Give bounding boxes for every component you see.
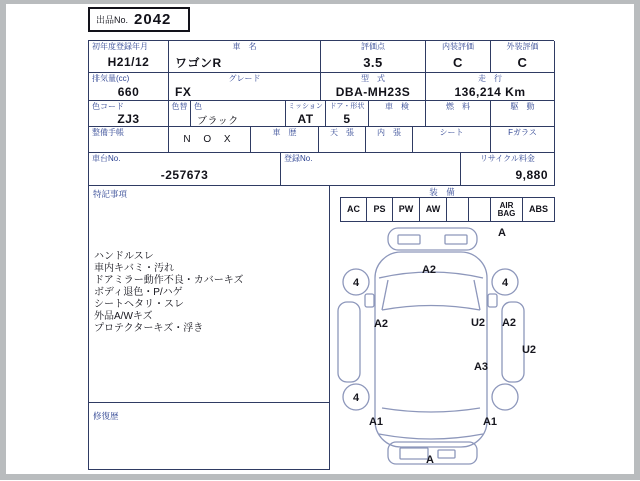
field-color [191, 101, 286, 127]
field-front-glass [491, 127, 555, 153]
field-displacement [89, 73, 169, 101]
registration-no-value [281, 164, 460, 185]
field-history [251, 127, 319, 153]
equipment-aw: AW [420, 198, 447, 222]
grade-value: FX [175, 85, 192, 99]
damage-marker: 4 [352, 392, 360, 404]
note-line: 外品A/Wキズ [94, 311, 153, 322]
color-value: ブラック [197, 116, 239, 127]
displacement-value: 660 [117, 85, 140, 99]
score-value: 3.5 [363, 54, 383, 70]
damage-marker: A3 [473, 361, 489, 373]
field-nox [169, 127, 251, 153]
interior-grade-value: C [453, 54, 463, 70]
interior-grade-label: 内装評価 [442, 42, 474, 51]
color-label: 色 [194, 102, 202, 111]
door-trim-label: 内 張 [377, 128, 401, 137]
model-code-label: 型 式 [361, 74, 385, 83]
damage-marker: A2 [501, 317, 517, 329]
recycle-fee-value: 9,880 [515, 167, 548, 182]
field-registration-no [281, 153, 461, 186]
damage-marker: 4 [352, 277, 360, 289]
auction-number-value: 2042 [134, 11, 172, 28]
transmission-value: AT [297, 112, 314, 126]
note-line: ドアミラー動作不良・カバーキズ [94, 275, 244, 286]
equipment-empty-1 [447, 198, 469, 222]
field-interior-grade [426, 41, 491, 73]
field-grade [169, 73, 321, 101]
field-color-code [89, 101, 169, 127]
doors-label: ドア・形状 [329, 103, 365, 110]
scan-frame-bottom [0, 474, 640, 480]
field-inspection [369, 101, 426, 127]
displacement-label: 排気量(cc) [92, 74, 130, 83]
field-recycle-fee [461, 153, 555, 186]
equipment-ac: AC [341, 198, 367, 222]
field-service-book [89, 127, 169, 153]
damage-marker: A1 [482, 416, 498, 428]
field-score [321, 41, 426, 73]
recycle-fee-label: リサイクル料金 [480, 154, 535, 163]
field-exterior-grade [491, 41, 555, 73]
scan-frame-top [0, 0, 640, 4]
field-headliner [319, 127, 366, 153]
field-car-name [169, 41, 321, 73]
field-doors [326, 101, 369, 127]
chassis-no-value: -257673 [160, 167, 209, 182]
field-chassis-no [89, 153, 281, 186]
nox-value: N O X [183, 134, 236, 145]
auction-number-box [88, 7, 190, 32]
grade-label: グレード [228, 74, 261, 83]
damage-marker: A1 [368, 416, 384, 428]
field-fuel [426, 101, 491, 127]
field-seat [413, 127, 491, 153]
equipment-strip [340, 197, 555, 222]
exterior-grade-label: 外装評価 [506, 42, 539, 51]
mileage-value: 136,214 Km [454, 85, 526, 99]
equipment-pw: PW [393, 198, 420, 222]
field-first-registration [89, 41, 169, 73]
repair-history-label: 修復歴 [93, 411, 119, 421]
field-color-change [169, 101, 191, 127]
score-label: 評価点 [361, 42, 385, 51]
registration-no-label: 登録No. [284, 154, 313, 163]
damage-marker: 4 [501, 277, 509, 289]
transmission-label: ミッション [288, 103, 323, 110]
field-door-trim [366, 127, 413, 153]
exterior-grade-value: C [517, 54, 528, 70]
note-line: プロテクターキズ・浮き [94, 323, 204, 334]
seat-label: シート [439, 128, 464, 137]
note-line: ボディ退色・P/ハゲ [94, 287, 183, 298]
field-transmission [286, 101, 326, 127]
damage-marker: A [426, 454, 434, 466]
mileage-label: 走 行 [478, 74, 502, 83]
vehicle-info-table [88, 40, 554, 185]
history-label: 車 歴 [272, 128, 297, 137]
model-code-value: DBA-MH23S [335, 85, 411, 99]
equipment-label: 装 備 [429, 187, 455, 197]
fuel-value [426, 112, 490, 126]
first-registration-value: H21/12 [107, 55, 150, 69]
front-glass-label: Fガラス [508, 128, 537, 137]
drive-label: 駆 動 [510, 102, 535, 111]
car-name-label: 車 名 [232, 42, 257, 51]
auction-number-label: 出品No. [96, 15, 129, 25]
scan-frame-right [634, 0, 640, 480]
field-drive [491, 101, 555, 127]
field-model-code [321, 73, 426, 101]
special-notes-list [94, 251, 326, 335]
damage-marker: A [498, 227, 506, 239]
damage-diagram [332, 222, 560, 476]
inspection-label: 車 検 [385, 102, 409, 111]
inspection-value [369, 112, 425, 126]
chassis-no-label: 車台No. [92, 154, 121, 163]
damage-marker: A2 [421, 264, 437, 276]
equipment-airbag: AIR BAG [491, 198, 523, 222]
car-top-view-diagram [332, 222, 560, 476]
fuel-label: 燃 料 [446, 102, 470, 111]
doors-value: 5 [343, 112, 351, 126]
damage-marker: U2 [470, 317, 486, 329]
field-mileage [426, 73, 555, 101]
first-registration-label: 初年度登録年月 [92, 42, 148, 51]
scan-frame-left [0, 0, 6, 480]
drive-value [491, 112, 554, 126]
color-code-value: ZJ3 [117, 112, 140, 126]
note-line: ハンドルスレ [94, 251, 154, 262]
headliner-label: 天 張 [330, 128, 354, 137]
special-notes-label: 特記事項 [93, 189, 128, 199]
equipment-empty-2 [469, 198, 491, 222]
service-book-label: 整備手帳 [92, 128, 124, 137]
color-code-label: 色コード [92, 102, 124, 111]
color-change-label: 色替 [171, 102, 188, 111]
damage-marker: U2 [521, 344, 537, 356]
damage-marker: A2 [373, 318, 389, 330]
repair-history-section [89, 402, 329, 469]
car-name-value: ワゴンR [175, 55, 222, 70]
special-notes-section [88, 185, 330, 470]
equipment-abs: ABS [523, 198, 555, 222]
note-line: 車内キバミ・汚れ [94, 263, 174, 274]
note-line: シートヘタリ・スレ [94, 299, 184, 310]
equipment-ps: PS [367, 198, 393, 222]
